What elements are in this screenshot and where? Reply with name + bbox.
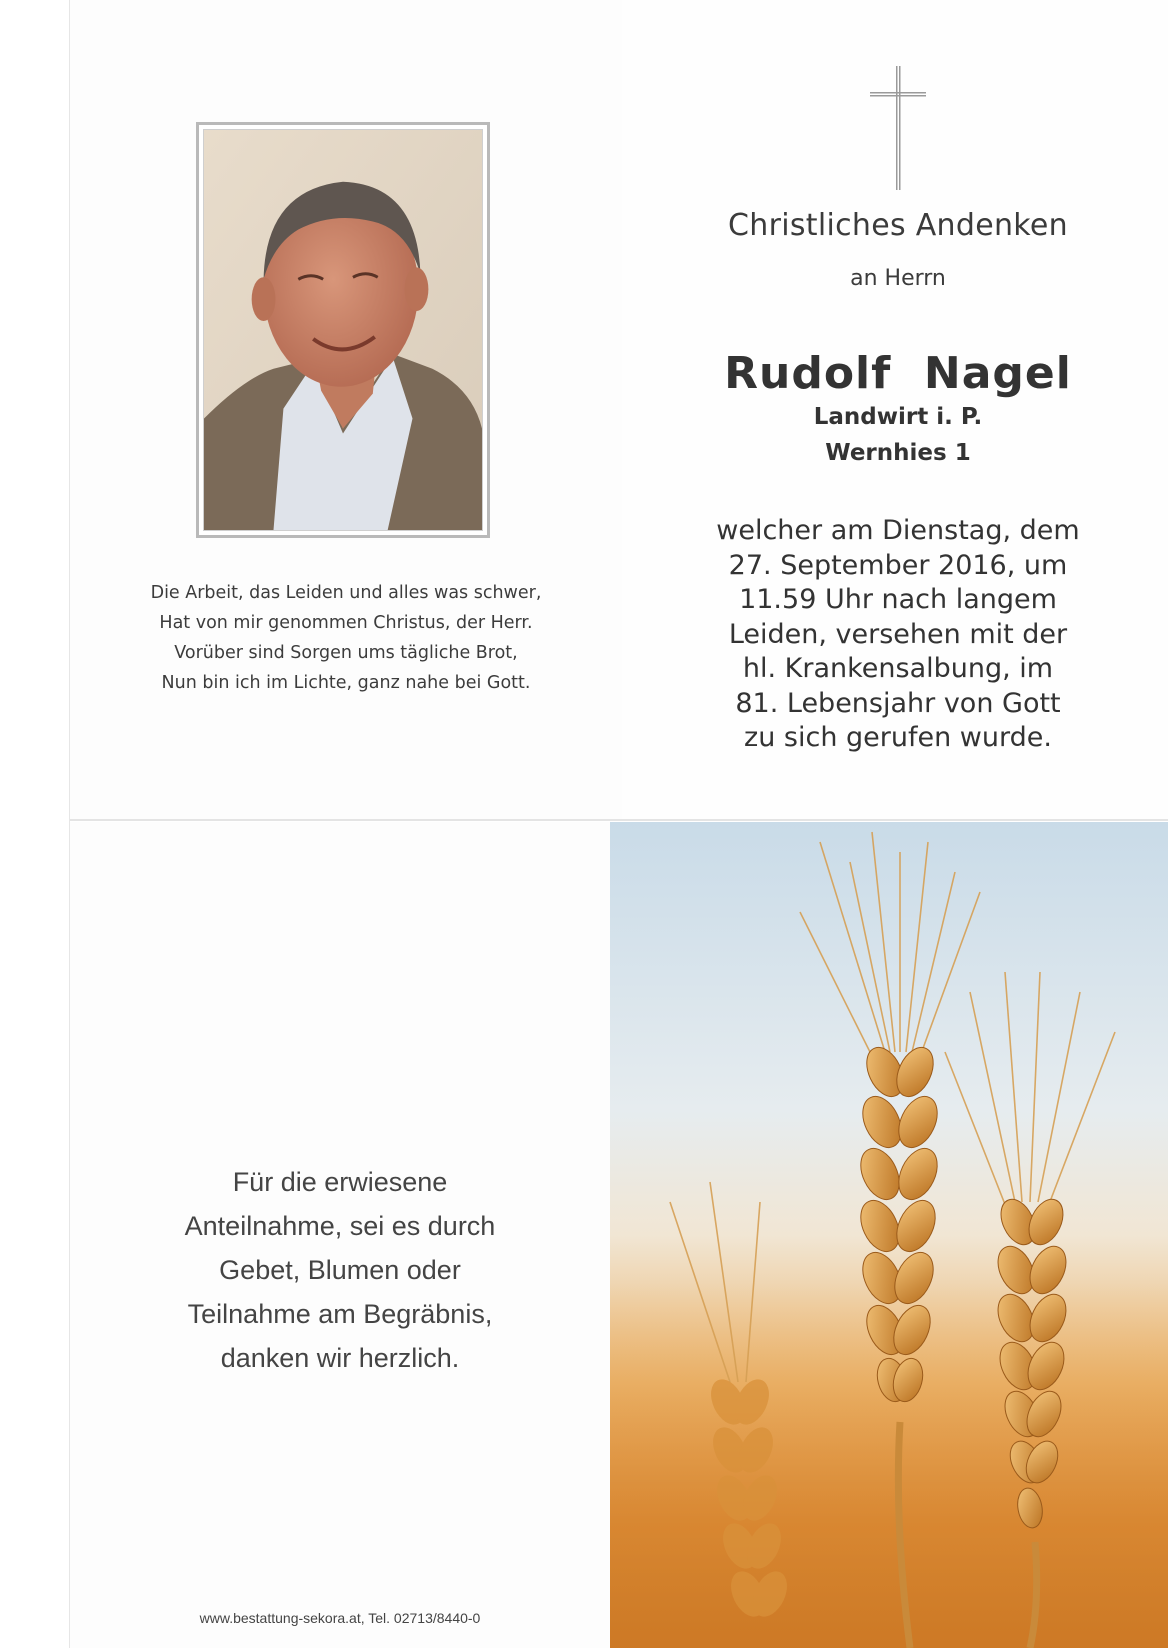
deceased-name: Rudolf Nagel <box>724 348 1072 399</box>
death-notice-line: welcher am Dienstag, dem <box>716 515 1080 546</box>
portrait-photo-frame <box>196 122 490 538</box>
occupation: Landwirt i. P. <box>813 404 983 430</box>
death-notice-line: 27. September 2016, um <box>728 549 1068 581</box>
card-fold-horizontal <box>70 819 1168 821</box>
cover-wheat-image <box>610 822 1168 1648</box>
card-heading: Christliches Andenken <box>728 208 1068 243</box>
salutation: an Herrn <box>850 266 946 291</box>
thanks-line: Gebet, Blumen oder <box>219 1255 461 1285</box>
thanks-line: Anteilnahme, sei es durch <box>184 1211 496 1241</box>
death-notice-line: Leiden, versehen mit der <box>728 618 1068 650</box>
death-notice-line: hl. Krankensalbung, im <box>742 653 1054 684</box>
cross-icon <box>866 64 930 192</box>
poem-line: Vorüber sind Sorgen ums tägliche Brot, <box>174 643 518 663</box>
death-notice-line: 11.59 Uhr nach langem <box>739 584 1057 615</box>
portrait-photo <box>203 129 483 531</box>
poem-line: Die Arbeit, das Leiden und alles was schwer, <box>150 583 542 603</box>
poem <box>96 578 596 698</box>
death-notice-line: zu sich gerufen wurde. <box>744 722 1052 753</box>
poem-line: Hat von mir genommen Christus, der Herr. <box>159 613 533 633</box>
death-notice <box>688 514 1108 756</box>
thanks-line: Für die erwiesene <box>232 1167 448 1197</box>
thanks-line: Teilnahme am Begräbnis, <box>187 1299 493 1329</box>
poem-line: Nun bin ich im Lichte, ganz nahe bei Gott. <box>161 673 531 693</box>
thanks-line: danken wir herzlich. <box>220 1343 460 1373</box>
address: Wernhies 1 <box>825 440 971 466</box>
thanks-message <box>120 1160 560 1380</box>
death-notice-line: 81. Lebensjahr von Gott <box>735 687 1061 719</box>
funeral-home-footer: www.bestattung-sekora.at, Tel. 02713/8440-0 <box>199 1610 481 1626</box>
